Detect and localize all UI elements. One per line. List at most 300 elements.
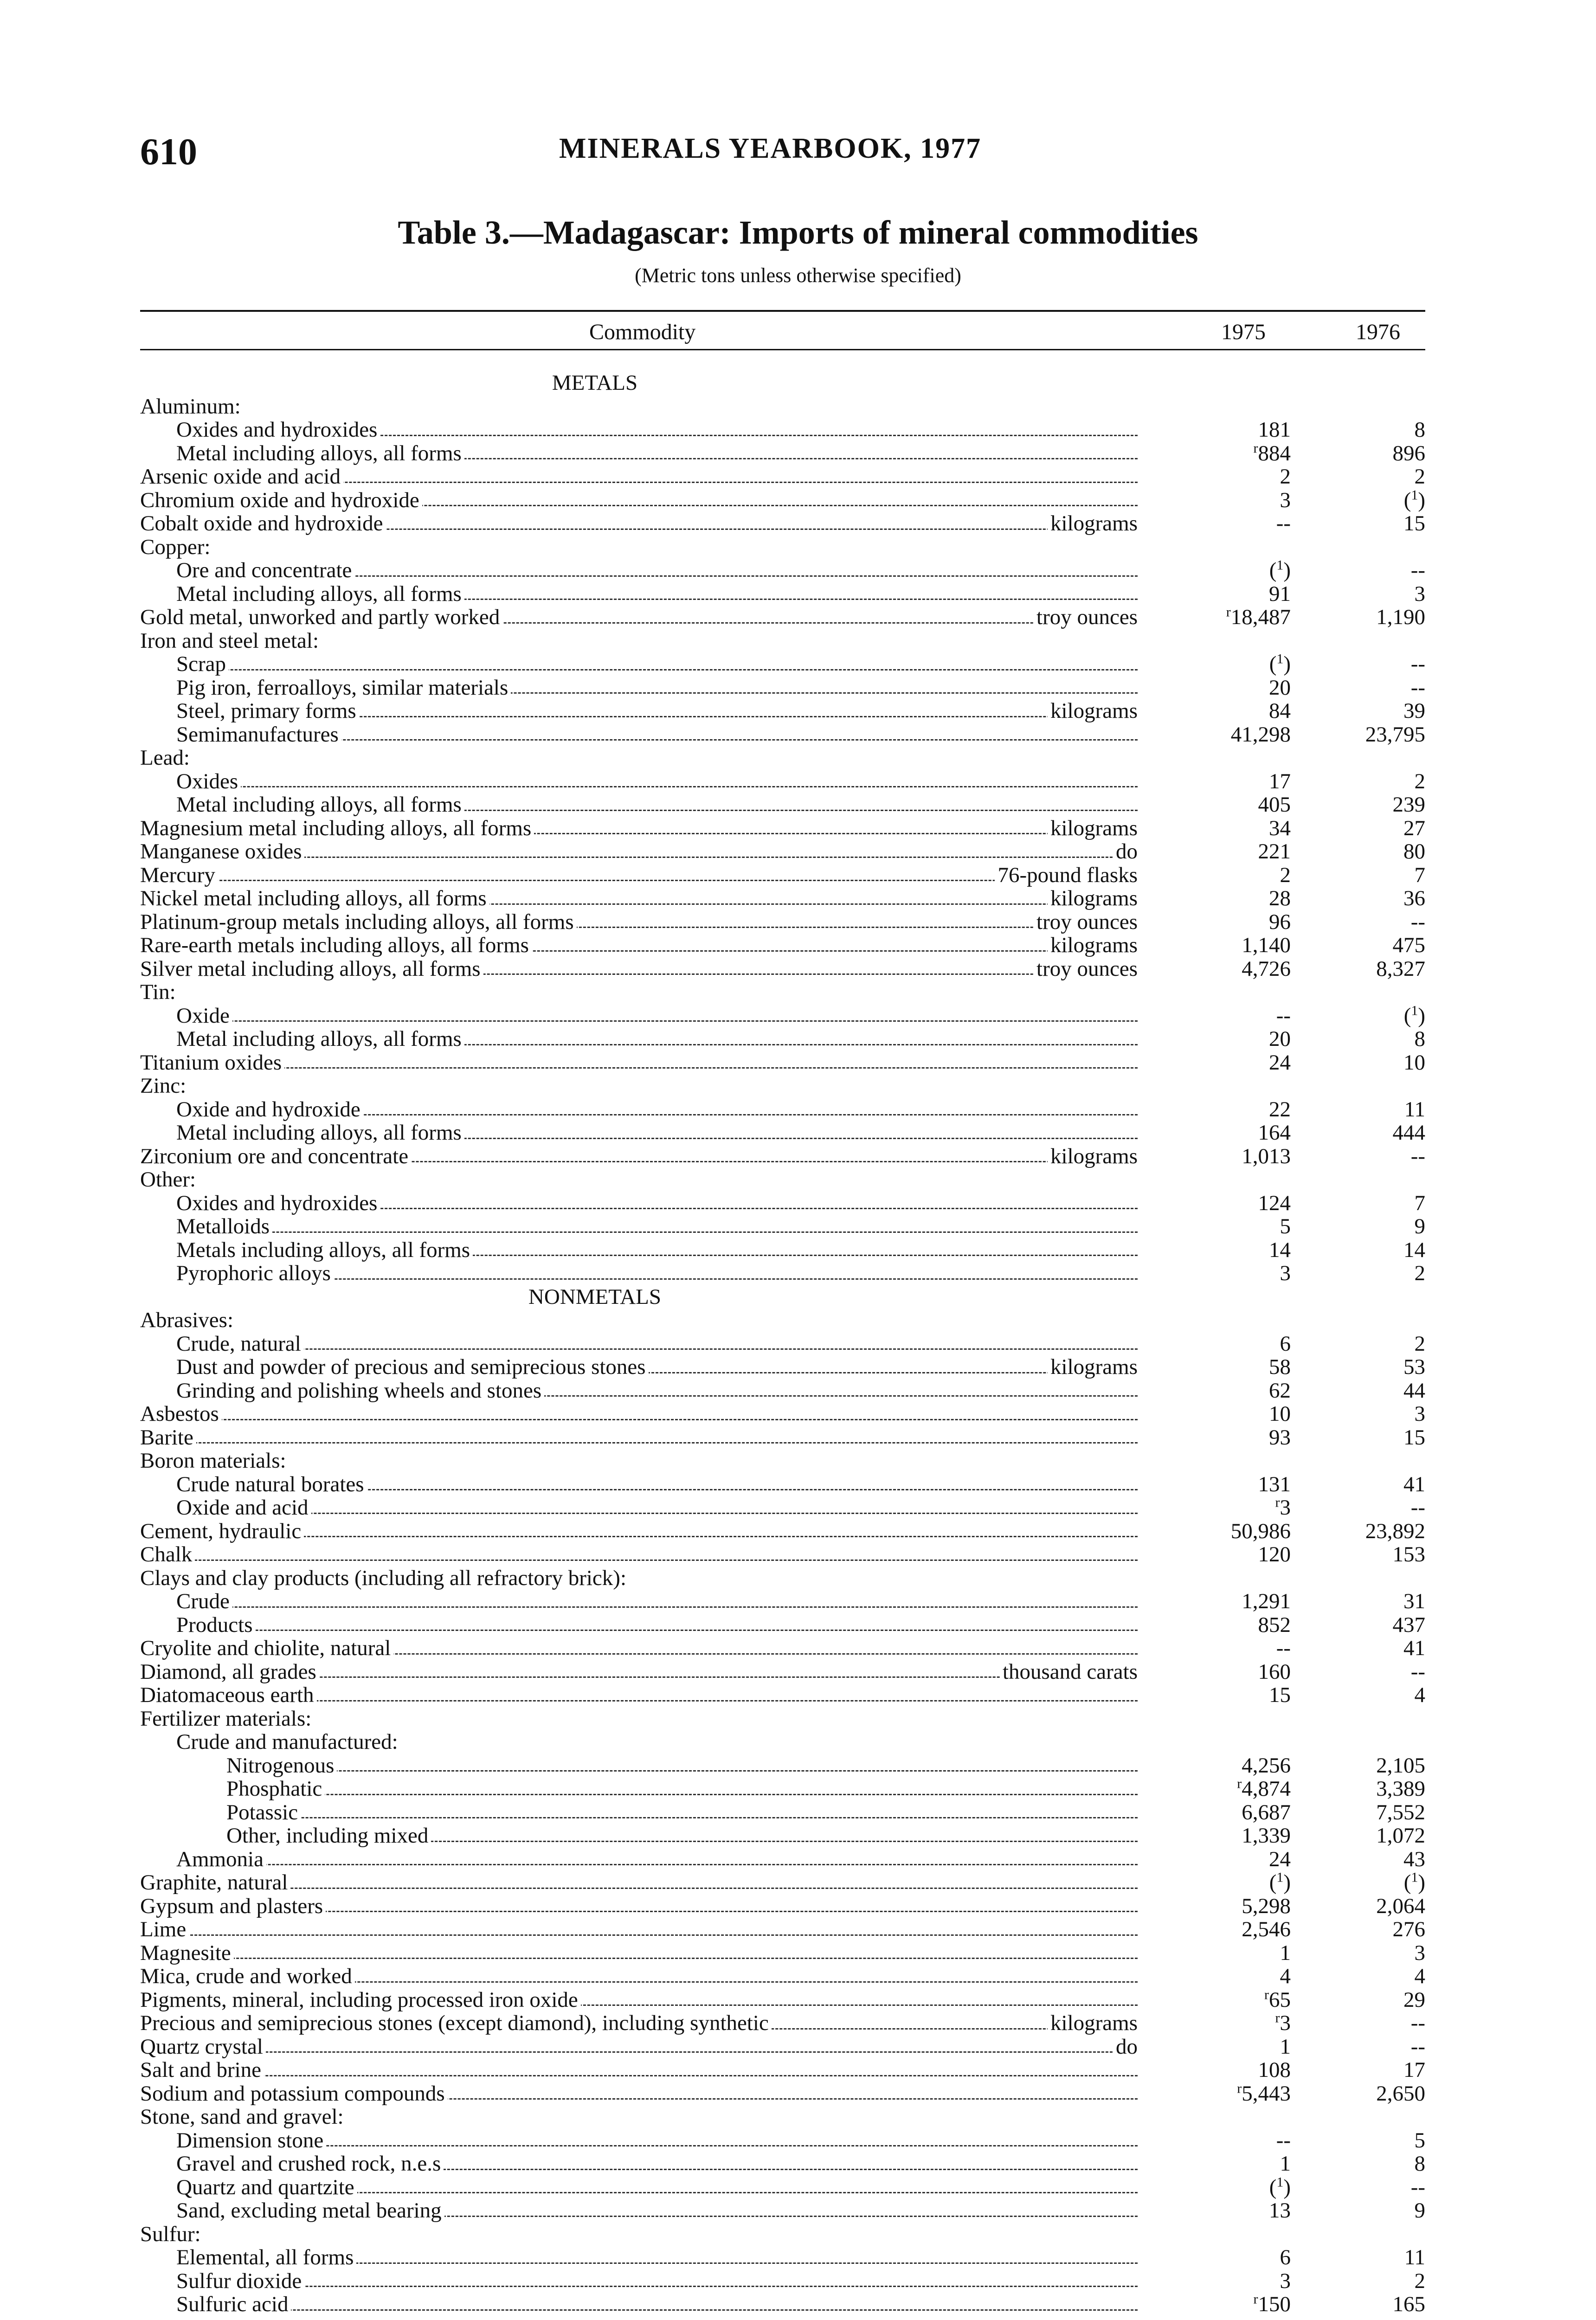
dot-leader: [226, 1817, 1138, 1818]
value-1976: 15: [1403, 511, 1425, 535]
value-1975: 1: [1280, 2034, 1291, 2059]
commodity-label: Mercury: [140, 864, 218, 887]
table-row: [140, 1496, 1425, 1520]
unit-label: kilograms: [1048, 887, 1138, 910]
commodity-label: Fertilizer materials:: [140, 1707, 314, 1731]
value-1976: 11: [1404, 2245, 1425, 2269]
commodity-label: Oxide: [176, 1004, 232, 1028]
commodity-label: Oxides and hydroxides: [176, 1192, 380, 1215]
commodity-cell: [140, 2058, 1138, 2082]
commodity-cell: [140, 1215, 1138, 1238]
commodity-cell: [140, 2129, 1138, 2152]
value-1976: 10: [1403, 1050, 1425, 1075]
commodity-label: Gypsum and plasters: [140, 1895, 326, 1918]
unit-label: kilograms: [1048, 699, 1138, 723]
unit-label: do: [1113, 840, 1138, 864]
value-1975: 3: [1280, 1261, 1291, 1285]
value-1975: 2: [1280, 863, 1291, 887]
commodity-cell: [140, 1168, 1138, 1192]
table-row: [140, 1941, 1425, 1965]
value-1976: 43: [1403, 1847, 1425, 1871]
commodity-cell: [140, 746, 1138, 770]
commodity-cell: [140, 1988, 1138, 2012]
value-1975: 3: [1280, 2268, 1291, 2293]
value-1976: --: [1410, 675, 1425, 700]
table-row: [140, 934, 1425, 957]
commodity-label: Metal including alloys, all forms: [176, 442, 464, 465]
value-1976: 14: [1403, 1237, 1425, 1262]
commodity-cell: [140, 1918, 1138, 1941]
value-1976: 8: [1414, 1027, 1425, 1051]
commodity-label: Rare-earth metals including alloys, all forms: [140, 934, 532, 957]
table-row: [140, 2035, 1425, 2059]
unit-label: kilograms: [1048, 512, 1138, 535]
dot-leader: [140, 1934, 1138, 1936]
commodity-label: Manganese oxides: [140, 840, 304, 864]
table-row: [140, 2129, 1425, 2152]
value-1975: 17: [1269, 769, 1291, 793]
table-row: [140, 887, 1425, 910]
value-1975: --: [1276, 511, 1291, 535]
value-1976: 153: [1392, 1542, 1425, 1566]
value-1975: 1,140: [1242, 933, 1291, 957]
dot-leader: [176, 1606, 1138, 1608]
dot-leader: [140, 2075, 1138, 2076]
table-row: [140, 1730, 1425, 1754]
value-1976: 444: [1392, 1121, 1425, 1145]
commodity-label: Crude: [176, 1590, 232, 1613]
value-1976: 23,892: [1365, 1519, 1425, 1543]
value-1975: 1,013: [1242, 1144, 1291, 1168]
table-row: [140, 2105, 1425, 2129]
commodity-label: Salt and brine: [140, 2058, 264, 2082]
value-1976: --: [1410, 1495, 1425, 1520]
value-1976: --: [1410, 652, 1425, 676]
commodity-cell: [140, 1848, 1138, 1871]
commodity-label: Crude natural borates: [176, 1473, 367, 1496]
table-body: [140, 371, 1425, 2316]
value-1975: 6,687: [1242, 1800, 1291, 1824]
value-1975: 62: [1269, 1378, 1291, 1403]
table-row: [140, 1355, 1425, 1379]
value-1976: 23,795: [1365, 722, 1425, 747]
value-1976: 5: [1414, 2128, 1425, 2152]
commodity-label: Graphite, natural: [140, 1871, 290, 1895]
value-1975: 1,291: [1242, 1589, 1291, 1613]
value-1976: 9: [1414, 2198, 1425, 2223]
commodity-label: Abrasives:: [140, 1308, 236, 1332]
dot-leader: [176, 1630, 1138, 1631]
commodity-label: Lead:: [140, 746, 193, 770]
commodity-label: Potassic: [226, 1801, 301, 1824]
commodity-label: Sulfur dioxide: [176, 2269, 304, 2293]
table-row: [140, 1473, 1425, 1496]
value-1975: 3: [1280, 488, 1291, 512]
table-row: [140, 1520, 1425, 1543]
commodity-cell: [140, 2152, 1138, 2176]
table-row: [140, 1895, 1425, 1918]
value-1975: 4: [1280, 1964, 1291, 1988]
commodity-cell: [140, 699, 1138, 723]
value-1975: 181: [1258, 418, 1291, 442]
table-row: [140, 1566, 1425, 1590]
commodity-cell: [140, 980, 1138, 1004]
dot-leader: [140, 1067, 1138, 1069]
commodity-label: Chromium oxide and hydroxide: [140, 489, 422, 512]
value-1975: $^r$65: [1264, 1986, 1291, 2012]
value-1976: 4: [1414, 1683, 1425, 1707]
commodity-label: Pyrophoric alloys: [176, 1262, 334, 1285]
commodity-label: Cobalt oxide and hydroxide: [140, 512, 386, 535]
table-row: [140, 980, 1425, 1004]
table-row: [140, 1238, 1425, 1262]
commodity-label: Iron and steel metal:: [140, 629, 322, 653]
commodity-label: Semimanufactures: [176, 723, 341, 747]
unit-label: 76-pound flasks: [995, 864, 1138, 887]
commodity-label: Steel, primary forms: [176, 699, 359, 723]
value-1975: 58: [1269, 1355, 1291, 1379]
table-row: [140, 1192, 1425, 1215]
value-1976: 80: [1403, 839, 1425, 864]
commodity-label: Ore and concentrate: [176, 559, 354, 582]
table-row: [140, 840, 1425, 864]
commodity-cell: [140, 1707, 1138, 1731]
table-row: [140, 1590, 1425, 1613]
value-1976: 29: [1403, 1987, 1425, 2012]
table-row: [140, 606, 1425, 629]
commodity-cell: [140, 770, 1138, 793]
value-1976: 896: [1392, 441, 1425, 465]
table-row: [140, 1777, 1425, 1801]
table-row: [140, 2269, 1425, 2293]
table-row: [140, 957, 1425, 981]
value-1976: 3: [1414, 1940, 1425, 1965]
commodity-label: Titanium oxides: [140, 1051, 284, 1075]
value-1976: 2: [1414, 1331, 1425, 1356]
table-row: [140, 1918, 1425, 1941]
commodity-label: Silver metal including alloys, all forms: [140, 957, 483, 981]
value-1976: 7: [1414, 863, 1425, 887]
commodity-label: Clays and clay products (including all refractory brick):: [140, 1566, 629, 1590]
value-1975: 5: [1280, 1214, 1291, 1238]
table-row: [140, 1637, 1425, 1660]
commodity-cell: [140, 465, 1138, 489]
table-row: [140, 535, 1425, 559]
table-row: [140, 1168, 1425, 1192]
commodity-cell: [140, 489, 1138, 512]
dot-leader: [176, 786, 1138, 787]
value-1975: 91: [1269, 581, 1291, 606]
table-row: [140, 1871, 1425, 1895]
value-1976: 11: [1404, 1097, 1425, 1121]
value-1976: 8: [1414, 418, 1425, 442]
value-1975: 93: [1269, 1425, 1291, 1450]
commodity-cell: [140, 535, 1138, 559]
table-row: [140, 418, 1425, 442]
commodity-cell: [140, 629, 1138, 653]
value-1975: 15: [1269, 1683, 1291, 1707]
commodity-label: Nickel metal including alloys, all forms: [140, 887, 489, 910]
dot-leader: [140, 1958, 1138, 1959]
commodity-cell: [140, 864, 1138, 887]
value-1975: 22: [1269, 1097, 1291, 1121]
commodity-cell: [140, 1074, 1138, 1098]
value-1976: 39: [1403, 699, 1425, 723]
table-row: [140, 1801, 1425, 1824]
commodity-label: Pigments, mineral, including processed iron oxide: [140, 1988, 581, 2012]
commodity-cell: [140, 652, 1138, 676]
commodity-label: Precious and semiprecious stones (except diamond), including synthetic: [140, 2011, 772, 2035]
dot-leader: [176, 2309, 1138, 2311]
commodity-cell: [140, 1004, 1138, 1028]
commodity-cell: [140, 793, 1138, 817]
table-row: [140, 652, 1425, 676]
commodity-cell: [140, 1121, 1138, 1145]
value-1975: 5,298: [1242, 1894, 1291, 1918]
commodity-cell: [140, 1379, 1138, 1403]
value-1975: ($^1$): [1269, 2174, 1291, 2199]
commodity-cell: [140, 2035, 1138, 2059]
commodity-cell: [140, 1332, 1138, 1356]
dot-leader: [140, 1419, 1138, 1420]
value-1975: $^r$884: [1253, 440, 1291, 465]
commodity-label: Tin:: [140, 980, 179, 1004]
value-1975: 96: [1269, 909, 1291, 934]
value-1976: 1,072: [1376, 1824, 1425, 1848]
value-1976: 31: [1403, 1589, 1425, 1613]
unit-label: troy ounces: [1034, 910, 1138, 934]
value-1976: 15: [1403, 1425, 1425, 1450]
table-row: [140, 1262, 1425, 1285]
value-1975: 6: [1280, 2245, 1291, 2269]
dot-leader: [140, 2051, 1138, 2053]
value-1976: 41: [1403, 1472, 1425, 1496]
commodity-label: Metal including alloys, all forms: [176, 1121, 464, 1145]
table-row: [140, 1121, 1425, 1145]
commodity-label: Chalk: [140, 1543, 195, 1566]
table-row: [140, 2082, 1425, 2106]
commodity-cell: [140, 582, 1138, 606]
commodity-label: Metals including alloys, all forms: [176, 1238, 473, 1262]
commodity-cell: [140, 1449, 1138, 1473]
table-row: [140, 1988, 1425, 2012]
value-1975: 160: [1258, 1659, 1291, 1684]
value-1975: 120: [1258, 1542, 1291, 1566]
unit-label: troy ounces: [1034, 957, 1138, 981]
commodity-cell: [140, 2105, 1138, 2129]
table-top-rule: [140, 310, 1425, 312]
value-1976: 7: [1414, 1191, 1425, 1215]
commodity-cell: [140, 606, 1138, 629]
commodity-cell: [140, 1238, 1138, 1262]
value-1976: 2: [1414, 1261, 1425, 1285]
dot-leader: [176, 669, 1138, 670]
value-1975: 84: [1269, 699, 1291, 723]
table-row: [140, 1449, 1425, 1473]
table-row: [140, 1379, 1425, 1403]
commodity-cell: [140, 1824, 1138, 1848]
table-row: [140, 1613, 1425, 1637]
section-heading-label: NONMETALS: [528, 1284, 662, 1309]
commodity-cell: [140, 887, 1138, 910]
running-head: MINERALS YEARBOOK, 1977: [559, 133, 982, 164]
section-heading: [140, 371, 1425, 395]
commodity-cell: [140, 2082, 1138, 2106]
commodity-label: Other, including mixed: [226, 1824, 431, 1848]
table-row: [140, 864, 1425, 887]
section-heading-label: METALS: [552, 371, 638, 395]
value-1976: 36: [1403, 886, 1425, 910]
commodity-cell: [140, 1426, 1138, 1450]
value-1975: --: [1276, 2128, 1291, 2152]
value-1975: ($^1$): [1269, 1869, 1291, 1895]
value-1975: 124: [1258, 1191, 1291, 1215]
commodity-label: Products: [176, 1613, 256, 1637]
value-1976: --: [1410, 1144, 1425, 1168]
commodity-cell: [140, 1590, 1138, 1613]
unit-label: troy ounces: [1034, 606, 1138, 629]
value-1975: 4,256: [1242, 1753, 1291, 1778]
commodity-cell: [140, 1473, 1138, 1496]
commodity-label: Mica, crude and worked: [140, 1965, 355, 1988]
commodity-label: Quartz crystal: [140, 2035, 266, 2059]
commodity-label: Copper:: [140, 535, 213, 559]
table-row: [140, 2176, 1425, 2199]
commodity-label: Metal including alloys, all forms: [176, 582, 464, 606]
value-1976: 2: [1414, 769, 1425, 793]
commodity-cell: [140, 1262, 1138, 1285]
commodity-cell: [140, 2246, 1138, 2269]
commodity-cell: [140, 1777, 1138, 1801]
commodity-label: Elemental, all forms: [176, 2246, 356, 2269]
value-1976: 2: [1414, 2268, 1425, 2293]
unit-label: kilograms: [1048, 934, 1138, 957]
table-row: [140, 1543, 1425, 1566]
commodity-label: Zinc:: [140, 1074, 189, 1098]
commodity-label: Lime: [140, 1918, 189, 1941]
commodity-label: Magnesite: [140, 1941, 234, 1965]
dot-leader: [176, 1020, 1138, 1022]
commodity-label: Nitrogenous: [226, 1754, 337, 1778]
value-1976: 3: [1414, 581, 1425, 606]
value-1975: --: [1276, 1636, 1291, 1660]
dot-leader: [176, 1231, 1138, 1233]
value-1976: --: [1410, 1659, 1425, 1684]
commodity-label: Diamond, all grades: [140, 1660, 319, 1684]
commodity-label: Sodium and potassium compounds: [140, 2082, 448, 2106]
table-row: [140, 1215, 1425, 1238]
unit-label: kilograms: [1048, 817, 1138, 840]
commodity-cell: [140, 395, 1138, 419]
commodity-label: Metalloids: [176, 1215, 272, 1238]
commodity-label: Oxide and acid: [176, 1496, 311, 1520]
commodity-cell: [140, 840, 1138, 864]
commodity-label: Cement, hydraulic: [140, 1520, 304, 1543]
table-row: [140, 1145, 1425, 1168]
value-1975: $^r$3: [1275, 2010, 1291, 2035]
commodity-cell: [140, 934, 1138, 957]
table-row: [140, 699, 1425, 723]
dot-leader: [226, 1794, 1138, 1795]
value-1975: 4,726: [1242, 956, 1291, 981]
commodity-cell: [140, 1145, 1138, 1168]
table-row: [140, 1308, 1425, 1332]
commodity-cell: [140, 1308, 1138, 1332]
commodity-label: Pig iron, ferroalloys, similar materials: [176, 676, 511, 700]
commodity-cell: [140, 1895, 1138, 1918]
table-row: [140, 2246, 1425, 2269]
commodity-label: Barite: [140, 1426, 196, 1450]
commodity-cell: [140, 1801, 1138, 1824]
value-1976: 7,552: [1376, 1800, 1425, 1824]
value-1976: ($^1$): [1403, 1869, 1425, 1895]
value-1975: 2: [1280, 464, 1291, 489]
commodity-label: Quartz and quartzite: [176, 2176, 357, 2199]
dot-leader: [226, 1770, 1138, 1772]
value-1975: 34: [1269, 816, 1291, 840]
table-row: [140, 512, 1425, 535]
table-row: [140, 793, 1425, 817]
value-1975: 2,546: [1242, 1917, 1291, 1941]
commodity-cell: [140, 1543, 1138, 1566]
commodity-label: Gravel and crushed rock, n.e.s: [176, 2152, 444, 2176]
table-row: [140, 1426, 1425, 1450]
value-1976: --: [1410, 909, 1425, 934]
commodity-label: Stone, sand and gravel:: [140, 2105, 347, 2129]
table-row: [140, 1098, 1425, 1121]
value-1976: --: [1410, 558, 1425, 582]
table-row: [140, 582, 1425, 606]
table-row: [140, 1707, 1425, 1731]
commodity-label: Ammonia: [176, 1848, 266, 1871]
commodity-label: Phosphatic: [226, 1777, 325, 1801]
commodity-cell: [140, 1871, 1138, 1895]
commodity-label: Arsenic oxide and acid: [140, 465, 343, 489]
commodity-cell: [140, 1027, 1138, 1051]
value-1975: $^r$3: [1275, 1495, 1291, 1520]
commodity-label: Oxides and hydroxides: [176, 418, 380, 442]
value-1975: 131: [1258, 1472, 1291, 1496]
dot-leader: [176, 1864, 1138, 1865]
commodity-cell: [140, 676, 1138, 700]
column-header-commodity: Commodity: [589, 320, 696, 344]
value-1975: ($^1$): [1269, 557, 1291, 582]
table-row: [140, 559, 1425, 582]
value-1976: 3,389: [1376, 1777, 1425, 1801]
commodity-cell: [140, 1520, 1138, 1543]
value-1976: 53: [1403, 1355, 1425, 1379]
commodity-label: Crude and manufactured:: [176, 1730, 401, 1754]
table-header-rule: [140, 349, 1425, 350]
dot-leader: [176, 1513, 1138, 1514]
column-header-1976: 1976: [1356, 320, 1400, 344]
table-row: [140, 746, 1425, 770]
table-row: [140, 1402, 1425, 1426]
commodity-label: Platinum-group metals including alloys, all forms: [140, 910, 577, 934]
value-1975: 164: [1258, 1121, 1291, 1145]
value-1976: 2,650: [1376, 2081, 1425, 2106]
value-1975: 41,298: [1230, 722, 1291, 747]
value-1976: ($^1$): [1403, 1002, 1425, 1028]
value-1976: 4: [1414, 1964, 1425, 1988]
commodity-label: Diatomaceous earth: [140, 1683, 317, 1707]
table-row: [140, 1824, 1425, 1848]
commodity-cell: [140, 1613, 1138, 1637]
dot-leader: [140, 1442, 1138, 1444]
commodity-cell: [140, 1355, 1138, 1379]
table-row: [140, 1004, 1425, 1028]
table-row: [140, 395, 1425, 419]
